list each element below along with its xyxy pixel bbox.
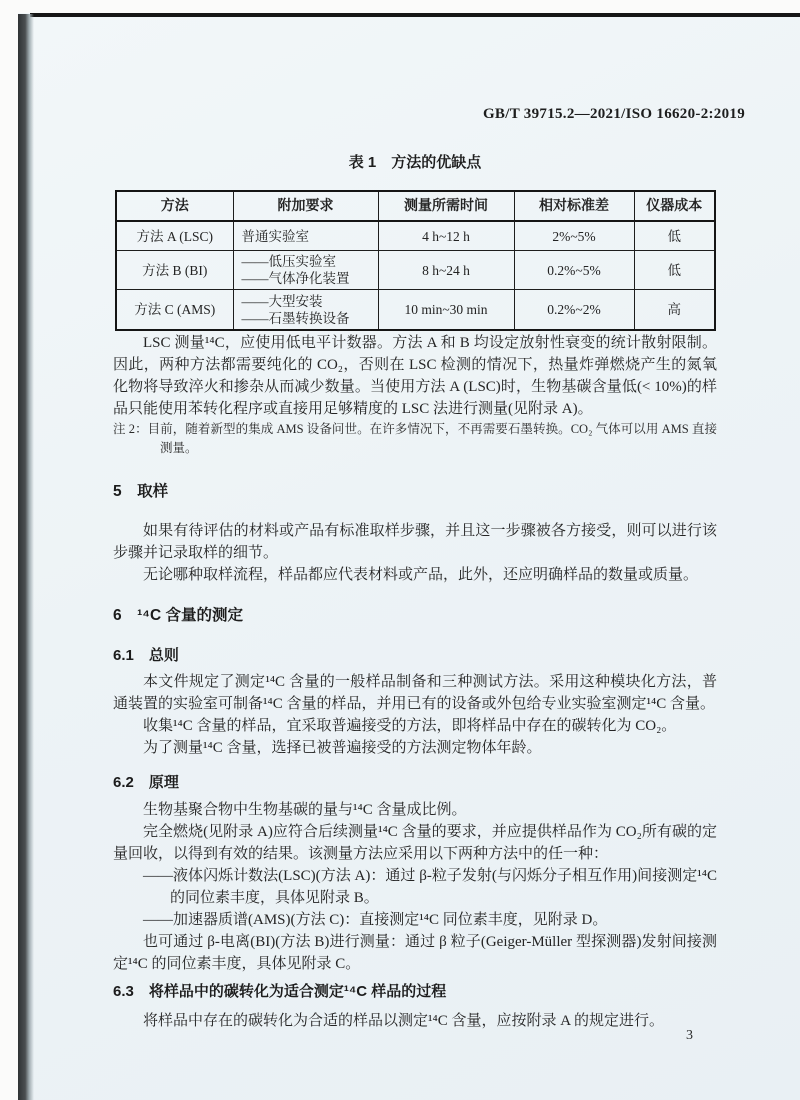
section-6-1-paragraph-2: 收集¹⁴C 含量的样品，宜采取普遍接受的方法，即将样品中存在的碳转化为 CO₂。: [143, 718, 677, 734]
section-6-1-paragraph-3: 为了测量¹⁴C 含量，选择已被普遍接受的方法测定物体年龄。: [143, 740, 542, 756]
cell-method: 方法 B (BI): [116, 251, 233, 290]
cell-time: 10 min~30 min: [378, 290, 514, 331]
requirement-line: ——大型安装: [241, 293, 323, 309]
section-5-paragraph-1: 如果有待评估的材料或产品有标准取样步骤，并且这一步骤被各方接受，则可以进行该步骤并记录取样的细节。: [113, 523, 717, 561]
methods-comparison-table: [115, 190, 716, 331]
scan-top-edge: [30, 13, 800, 17]
section-5-heading: 5 取样: [113, 483, 169, 500]
col-header-cost: 仪器成本: [634, 191, 715, 221]
standard-code: GB/T 39715.2—2021/ISO 16620-2:2019: [482, 106, 745, 122]
section-6-3-paragraph-1: 将样品中存在的碳转化为合适的样品以测定¹⁴C 含量，应按附录 A 的规定进行。: [143, 1013, 664, 1029]
cell-rsd: 0.2%~2%: [514, 290, 634, 331]
cell-cost: 低: [634, 251, 715, 290]
method-list-item-lsc: ——液体闪烁计数法(LSC)(方法 A)：通过 β-粒子发射(与闪烁分子相互作用)间接测定¹⁴C 的同位素丰度，具体见附录 B。: [143, 868, 717, 906]
section-6-2-heading: 6.2 原理: [113, 774, 179, 791]
table-row: [116, 251, 715, 290]
method-list-item-ams: ——加速器质谱(AMS)(方法 C)：直接测定¹⁴C 同位素丰度，见附录 D。: [143, 912, 608, 928]
cell-cost: 高: [634, 290, 715, 331]
section-6-heading: 6 ¹⁴C 含量的测定: [113, 607, 243, 624]
cell-method: 方法 A (LSC): [116, 221, 233, 251]
section-6-2-paragraph-2: 完全燃烧(见附录 A)应符合后续测量¹⁴C 含量的要求，并应提供样品作为 CO₂所有碳的定量回收，以得到有效的结果。该测量方法应采用以下两种方法中的任一种：: [113, 824, 717, 862]
cell-rsd: 2%~5%: [514, 221, 634, 251]
col-header-rsd: 相对标准差: [514, 191, 634, 221]
col-header-time: 测量所需时间: [378, 191, 514, 221]
col-header-requirements: 附加要求: [233, 191, 378, 221]
cell-time: 8 h~24 h: [378, 251, 514, 290]
cell-method: 方法 C (AMS): [116, 290, 233, 331]
note-2: [113, 420, 717, 458]
note-text: 目前，随着新型的集成 AMS 设备问世。在许多情况下，不再需要石墨转换。CO₂ 气体可以用 AMS 直接测量。: [147, 422, 717, 455]
paragraph-lsc-measurement: LSC 测量¹⁴C，应使用低电平计数器。方法 A 和 B 均设定放射性衰变的统计散射限制。因此，两种方法都需要纯化的 CO₂，否则在 LSC 检测的情况下，热量炸弹燃烧产生的氮氧化物将导致淬火和掺杂从而减少数量。当使用方法 A (LSC)时，生物基碳含量低(< 10%)的样品只能使用苯转化程序或直接用足够精度的 LSC 法进行测量(见附录 A)。: [113, 335, 717, 417]
cell-requirements: [233, 251, 378, 290]
section-6-2-paragraph-1: 生物基聚合物中生物基碳的量与¹⁴C 含量成比例。: [143, 802, 467, 818]
note-label: 注 2：: [113, 422, 148, 436]
col-header-method: 方法: [116, 191, 233, 221]
table-row: [116, 221, 715, 251]
table-header-row: [116, 191, 715, 221]
cell-time: 4 h~12 h: [378, 221, 514, 251]
table-row: [116, 290, 715, 331]
cell-cost: 低: [634, 221, 715, 251]
cell-requirements: 普通实验室: [233, 221, 378, 251]
requirement-line: ——石墨转换设备: [241, 310, 350, 326]
section-6-1-heading: 6.1 总则: [113, 647, 179, 664]
requirement-line: ——低压实验室: [241, 254, 336, 269]
table-caption: 表 1 方法的优缺点: [348, 154, 482, 171]
requirement-line: ——气体净化装置: [241, 271, 350, 286]
page-number: 3: [686, 1028, 693, 1043]
cell-rsd: 0.2%~5%: [514, 251, 634, 290]
section-6-1-paragraph-1: 本文件规定了测定¹⁴C 含量的一般样品制备和三种测试方法。采用这种模块化方法，普通装置的实验室可制备¹⁴C 含量的样品，并用已有的设备或外包给专业实验室测定¹⁴C 含量。: [113, 674, 717, 712]
cell-requirements: [233, 290, 378, 331]
section-6-3-heading: 6.3 将样品中的碳转化为适合测定¹⁴C 样品的过程: [113, 983, 447, 1000]
section-5-paragraph-2: 无论哪种取样流程，样品都应代表材料或产品，此外，还应明确样品的数量或质量。: [143, 567, 699, 583]
section-6-2-paragraph-3: 也可通过 β-电离(BI)(方法 B)进行测量：通过 β 粒子(Geiger-Müller 型探测器)发射间接测定¹⁴C 的同位素丰度，具体见附录 C。: [113, 934, 717, 972]
scan-left-edge: [18, 14, 34, 1100]
